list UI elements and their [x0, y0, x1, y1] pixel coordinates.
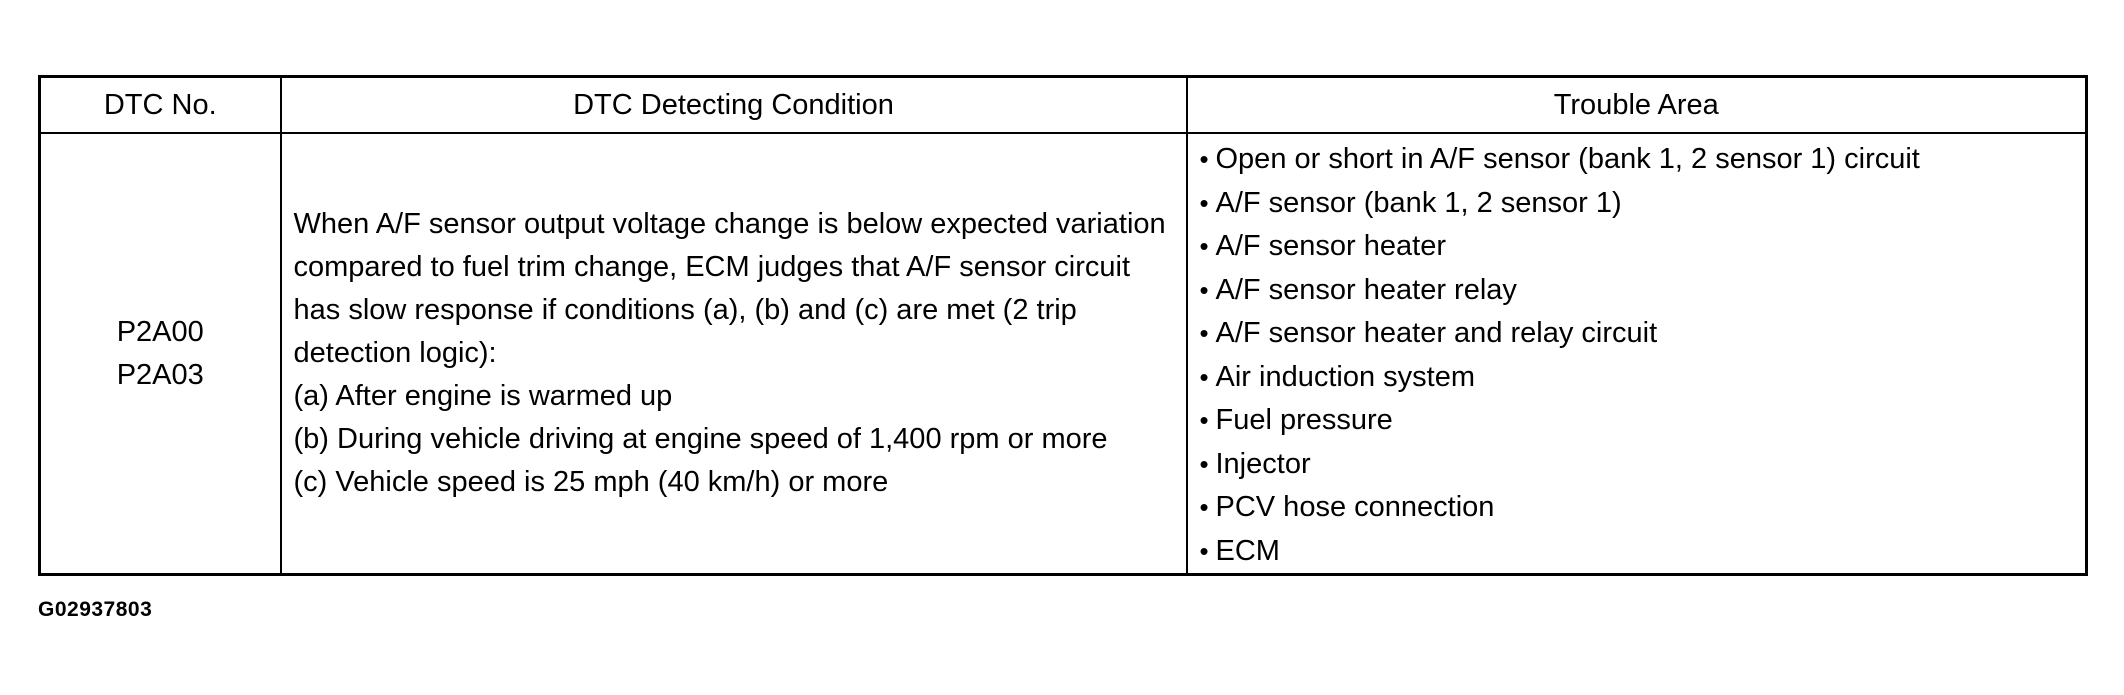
bullet-icon: •: [1199, 448, 1209, 479]
trouble-area-cell: [1187, 133, 2087, 575]
bullet-icon: •: [1199, 318, 1209, 348]
condition-item: (a) After engine is warmed up: [293, 380, 673, 412]
dtc-code: P2A03: [116, 358, 204, 391]
bullet-icon: •: [1199, 274, 1209, 305]
dtc-table: [38, 75, 2088, 576]
list-item: • A/F sensor heater: [1200, 225, 2086, 269]
bullet-icon: •: [1199, 535, 1209, 566]
dtc-code: P2A00: [116, 315, 204, 348]
condition-paragraph: When A/F sensor output voltage change is below expected variation compared to fuel trim change, ECM judges that A/F sensor circuit has slow response if conditions (a), (b) and (c) are met (2 trip detection logic):: [293, 208, 1166, 369]
condition-item: (c) Vehicle speed is 25 mph (40 km/h) or more: [293, 466, 889, 498]
bullet-icon: •: [1199, 405, 1209, 435]
list-item: • Air induction system: [1200, 356, 2086, 400]
condition-item: (b) During vehicle driving at engine speed of 1,400 rpm or more: [293, 423, 1108, 455]
list-item: • PCV hose connection: [1200, 486, 2086, 530]
bullet-icon: •: [1199, 492, 1209, 522]
list-item: • Injector: [1200, 443, 2086, 487]
header-row: [40, 77, 2087, 134]
bullet-icon: •: [1199, 187, 1209, 218]
bullet-icon: •: [1199, 231, 1209, 261]
bullet-icon: •: [1199, 361, 1209, 392]
trouble-area-list: [1200, 138, 2086, 573]
condition-cell: [281, 133, 1187, 575]
dtc-codes-cell: [40, 133, 281, 575]
list-item: • ECM: [1200, 530, 2086, 574]
bullet-icon: •: [1199, 144, 1209, 174]
list-item: • A/F sensor heater relay: [1200, 269, 2086, 313]
list-item: • Fuel pressure: [1200, 399, 2086, 443]
header-trouble-area: Trouble Area: [1187, 77, 2087, 134]
header-dtc-no: DTC No.: [40, 77, 281, 134]
table-row: [40, 133, 2087, 575]
list-item: • Open or short in A/F sensor (bank 1, 2 sensor 1) circuit: [1200, 138, 2086, 182]
list-item: • A/F sensor (bank 1, 2 sensor 1): [1200, 182, 2086, 226]
header-condition: DTC Detecting Condition: [281, 77, 1187, 134]
list-item: • A/F sensor heater and relay circuit: [1200, 312, 2086, 356]
figure-id: G02937803: [38, 598, 153, 621]
